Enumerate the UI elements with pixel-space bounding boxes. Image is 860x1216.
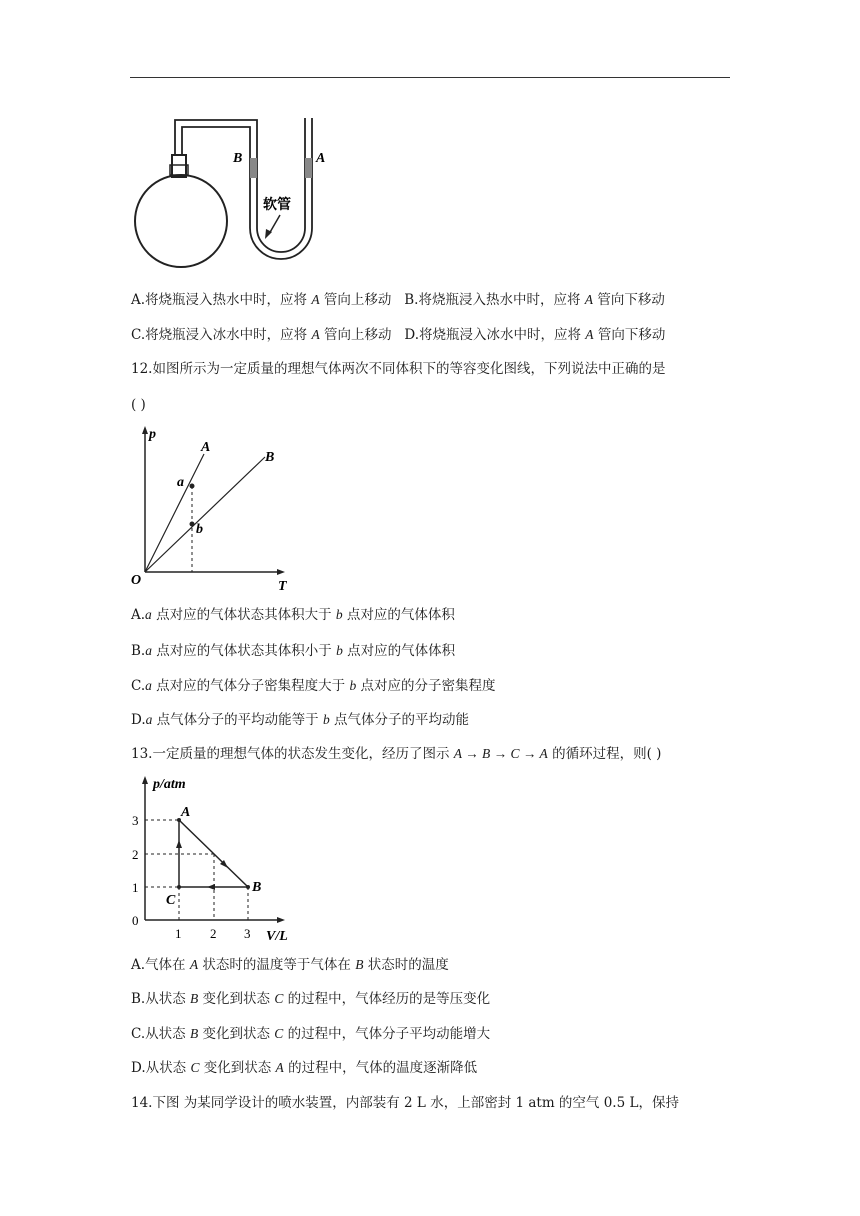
hose-arrow bbox=[269, 215, 280, 234]
point-b bbox=[190, 522, 195, 527]
flask-utube-figure bbox=[120, 108, 340, 278]
state-B bbox=[246, 885, 250, 889]
q12-option-b: B.a 点对应的气体状态其体积小于 b 点对应的气体体积 bbox=[131, 643, 456, 659]
q13-option-c: C.从状态 B 变化到状态 C 的过程中，气体分子平均动能增大 bbox=[131, 1026, 491, 1042]
svg-text:3: 3 bbox=[132, 813, 139, 828]
svg-text:2: 2 bbox=[132, 847, 139, 862]
p-t-graph bbox=[125, 420, 295, 595]
svg-text:A: A bbox=[201, 440, 211, 455]
flask-neck bbox=[172, 155, 186, 177]
svg-text:B: B bbox=[265, 450, 275, 465]
mercury-right bbox=[305, 158, 312, 178]
isochore-B bbox=[145, 457, 265, 572]
q11-options-line1: A.将烧瓶浸入热水中时，应将 A 管向上移动 B.将烧瓶浸入热水中时，应将 A 管向下移动 bbox=[131, 292, 665, 308]
svg-text:0: 0 bbox=[132, 913, 139, 928]
svg-text:B: B bbox=[252, 880, 262, 895]
u-tube bbox=[250, 118, 312, 259]
svg-text:a: a bbox=[177, 475, 184, 490]
label-B: B bbox=[233, 151, 243, 166]
svg-text:T: T bbox=[278, 579, 287, 594]
svg-text:b: b bbox=[196, 522, 203, 537]
q13-option-d: D.从状态 C 变化到状态 A 的过程中，气体的温度逐渐降低 bbox=[131, 1060, 478, 1076]
svg-text:2: 2 bbox=[210, 926, 217, 941]
q13-option-b: B.从状态 B 变化到状态 C 的过程中，气体经历的是等压变化 bbox=[131, 991, 491, 1007]
flask-bulb bbox=[135, 175, 227, 267]
q12-answer-paren: ( ) bbox=[131, 397, 146, 413]
point-a bbox=[190, 484, 195, 489]
state-C bbox=[177, 885, 181, 889]
p-v-cycle-graph bbox=[125, 768, 295, 943]
svg-text:A: A bbox=[181, 805, 191, 820]
svg-text:V/L: V/L bbox=[266, 929, 288, 944]
q13-option-a: A.气体在 A 状态时的温度等于气体在 B 状态时的温度 bbox=[131, 957, 449, 973]
q12-stem: 12.如图所示为一定质量的理想气体两次不同体积下的等容变化图线，下列说法中正确的是 bbox=[131, 361, 666, 377]
header-rule bbox=[130, 77, 730, 78]
label-hose: 软管 bbox=[263, 198, 291, 213]
q12-option-a: A.a 点对应的气体状态其体积大于 b 点对应的气体体积 bbox=[131, 607, 455, 623]
isochore-A bbox=[145, 454, 204, 572]
svg-text:p/atm: p/atm bbox=[153, 777, 186, 792]
mercury-left bbox=[250, 158, 257, 178]
q11-options-line2: C.将烧瓶浸入冰水中时，应将 A 管向上移动 D.将烧瓶浸入冰水中时，应将 A 管向下移动 bbox=[131, 327, 666, 343]
svg-text:3: 3 bbox=[244, 926, 251, 941]
svg-text:1: 1 bbox=[175, 926, 182, 941]
q13-stem: 13.一定质量的理想气体的状态发生变化，经历了图示 A → B → C → A 的循环过程，则( ) bbox=[131, 746, 662, 762]
q12-option-c: C.a 点对应的气体分子密集程度大于 b 点对应的分子密集程度 bbox=[131, 678, 496, 694]
q14-stem: 14.下图 为某同学设计的喷水装置，内部装有 2 L 水，上部密封 1 atm 的空气 0.5 L，保持 bbox=[131, 1095, 679, 1111]
connecting-tube bbox=[175, 120, 257, 163]
q12-option-d: D.a 点气体分子的平均动能等于 b 点气体分子的平均动能 bbox=[131, 712, 470, 728]
label-A: A bbox=[316, 151, 326, 166]
svg-text:1: 1 bbox=[132, 880, 139, 895]
svg-text:O: O bbox=[131, 573, 142, 588]
svg-text:C: C bbox=[166, 893, 176, 908]
svg-text:p: p bbox=[149, 427, 156, 442]
